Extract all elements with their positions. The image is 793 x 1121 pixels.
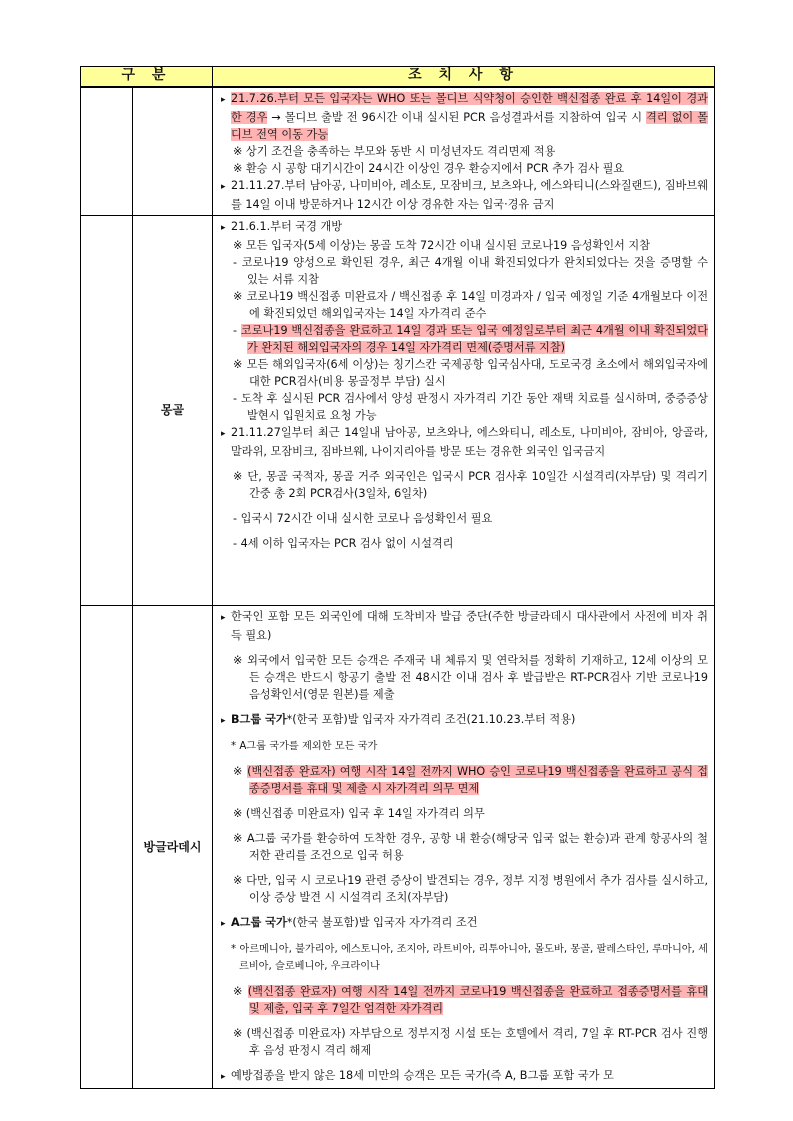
text-span: - 입국시 72시간 이내 실시한 코로나 음성확인서 필요: [233, 512, 493, 525]
text-span: - 4세 이하 입국자는 PCR 검사 없이 시설격리: [233, 537, 454, 550]
note-item: [225, 983, 708, 1017]
dash-item: [225, 535, 708, 552]
bullet-item: [221, 424, 708, 460]
text-span: - 도착 후 실시된 PCR 검사에서 양성 판정시 자가격리 기간 동안 재택 치료를 실시하며, 중증증상 발현시 입원치료 요청 가능: [233, 392, 708, 422]
note-item: [225, 160, 708, 177]
dash-item: [225, 390, 708, 424]
text-span: * A그룹 국가를 제외한 모든 국가: [231, 741, 378, 752]
highlighted-text: 격리 없이 몰디브 전역 이동 가능: [231, 111, 708, 141]
text-span: ※ 외국에서 입국한 모든 승객은 주재국 내 체류지 및 연락처를 정확히 기재하고, 12세 이상의 모든 승객은 반드시 항공기 출발 전 48시간 이내 검사 후 발급받은 RT-PCR검사 기반 코로나19 음성확인서(영문 원본)를 제출: [233, 654, 708, 701]
bold-text: A그룹 국가: [231, 916, 287, 929]
bullet-item: [221, 608, 708, 644]
footnote-item: [225, 738, 708, 755]
note-item: [225, 830, 708, 864]
note-item: [225, 763, 708, 797]
measures-cell: [213, 216, 715, 606]
bullet-item: [221, 177, 708, 213]
bullet-item: [221, 914, 708, 933]
measures-table: [80, 66, 715, 1089]
measures-cell: [213, 606, 715, 1089]
bullet-item: [221, 1067, 708, 1086]
dash-item: [225, 322, 708, 356]
note-item: [225, 143, 708, 160]
text-span: 한국인 포함 모든 외국인에 대해 도착비자 발급 중단(주한 방글라데시 대사관에서 사전에 비자 취득 필요): [231, 610, 708, 642]
text-span: ※ 단, 몽골 국적자, 몽골 거주 외국인은 입국시 PCR 검사후 10일간 시설격리(자부담) 및 격리기간중 총 2회 PCR검사(3일차, 6일차): [233, 470, 708, 500]
text-span: 예방접종을 받지 않은 18세 미만의 승객은 모든 국가(즉 A, B그룹 포함 국가 모: [231, 1069, 614, 1082]
note-item: [225, 356, 708, 390]
text-span: *(한국 포함)발 입국자 자가격리 조건(21.10.23.부터 적용): [286, 713, 576, 726]
text-span: ※ 환승 시 공항 대기시간이 24시간 이상인 경우 환승지에서 PCR 추가 검사 필요: [233, 162, 625, 175]
footnote-item: [225, 941, 708, 975]
header-category: 구 분: [81, 67, 213, 88]
country-row: [81, 606, 715, 1089]
table-header-row: [81, 67, 715, 88]
country-name: 몽골: [133, 216, 213, 606]
bullet-item: [221, 218, 708, 237]
bullet-item: [221, 711, 708, 730]
measures-cell: [213, 87, 715, 216]
text-span: -: [233, 324, 241, 337]
note-item: [225, 468, 708, 502]
header-measures: 조 치 사 항: [213, 67, 715, 88]
text-span: ※: [233, 985, 248, 998]
highlighted-text: (백신접종 완료자) 여행 시작 14일 전까지 WHO 승인 코로나19 백신접종을 완료하고 공식 접종증명서를 휴대 및 제출 시 자가격리 의무 면제: [247, 765, 708, 795]
text-span: → 몰디브 출발 전 96시간 이내 실시된 PCR 음성결과서를 지참하여 입국 시: [267, 111, 646, 124]
text-span: ※ A그룹 국가를 환승하여 도착한 경우, 공항 내 환승(해당국 입국 없는 환승)과 관계 항공사의 철저한 관리를 조건으로 입국 허용: [233, 832, 708, 862]
highlighted-text: 21.7.26.부터 모든 입국자는 WHO 또는 몰디브 식약청이 승인한 백신접종 완료 후 14일이 경과한 경우: [231, 92, 708, 124]
text-span: - 코로나19 양성으로 확인된 경우, 최근 4개월 이내 확진되었다가 완치되었다는 것을 증명할 수 있는 서류 지참: [233, 256, 708, 286]
text-span: ※ 다만, 입국 시 코로나19 관련 증상이 발견되는 경우, 정부 지정 병원에서 추가 검사를 실시하고, 이상 증상 발견 시 시설격리 조치(자부담): [233, 874, 708, 904]
text-span: ※ (백신접종 미완료자) 입국 후 14일 자가격리 의무: [233, 807, 485, 820]
blank-cell: [81, 606, 133, 1089]
text-span: ※ 모든 입국자(5세 이상)는 몽골 도착 72시간 이내 실시된 코로나19 음성확인서 지참: [233, 239, 651, 252]
text-span: ※ 상기 조건을 충족하는 부모와 동반 시 미성년자도 격리면제 적용: [233, 145, 556, 158]
note-item: [225, 1025, 708, 1059]
text-span: 21.6.1.부터 국경 개방: [231, 220, 343, 233]
text-span: ※: [233, 765, 248, 778]
country-name: 방글라데시: [133, 606, 213, 1089]
highlighted-text: (백신접종 완료자) 여행 시작 14일 전까지 코로나19 백신접종을 완료하고 접종증명서를 휴대 및 제출, 입국 후 7일간 엄격한 자가격리: [247, 985, 709, 1015]
text-span: ※ 코로나19 백신접종 미완료자 / 백신접종 후 14일 미경과자 / 입국 예정일 기준 4개월보다 이전에 확진되었던 해외입국자는 14일 자가격리 준수: [233, 290, 708, 320]
country-row: [81, 87, 715, 216]
note-item: [225, 288, 708, 322]
text-span: ※ 모든 해외입국자(6세 이상)는 칭기스칸 국제공항 입국심사대, 도로국경 초소에서 해외입국자에 대한 PCR검사(비용 몽골정부 부담) 실시: [233, 358, 708, 388]
note-item: [225, 237, 708, 254]
text-span: 21.11.27일부터 최근 14일내 남아공, 보츠와나, 에스와티니, 레소토, 나미비아, 잠비아, 앙골라, 말라위, 모잠비크, 짐바브웨, 나이지리아를 방문 또는 경유한 외국인 입국금지: [231, 426, 708, 458]
country-row: [81, 216, 715, 606]
text-span: * 아르메니아, 불가리아, 에스토니아, 조지아, 라트비아, 리투아니아, 몰도바, 몽골, 팔레스타인, 루마니아, 세르비아, 슬로베니아, 우크라이나: [231, 944, 708, 972]
text-span: 21.11.27.부터 남아공, 나미비아, 레소토, 모잠비크, 보츠와나, 에스와티니(스와질랜드), 짐바브웨를 14일 이내 방문하거나 12시간 이상 경유한 자는 입국·경유 금지: [231, 179, 708, 211]
text-span: *(한국 불포함)발 입국자 자가격리 조건: [286, 916, 478, 929]
country-name: [133, 87, 213, 216]
blank-cell: [81, 216, 133, 606]
text-span: ※ (백신접종 미완료자) 자부담으로 정부지정 시설 또는 호텔에서 격리, 7일 후 RT-PCR 검사 진행 후 음성 판정시 격리 해제: [233, 1027, 708, 1057]
note-item: [225, 652, 708, 703]
dash-item: [225, 254, 708, 288]
dash-item: [225, 510, 708, 527]
blank-cell: [81, 87, 133, 216]
bullet-item: [221, 90, 708, 143]
note-item: [225, 805, 708, 822]
note-item: [225, 872, 708, 906]
bold-text: B그룹 국가: [231, 713, 287, 726]
highlighted-text: 코로나19 백신접종을 완료하고 14일 경과 또는 입국 예정일로부터 최근 4개월 이내 확진되었다가 완치된 해외입국자의 경우 14일 자가격리 면제(증명서류 지참): [240, 324, 709, 354]
